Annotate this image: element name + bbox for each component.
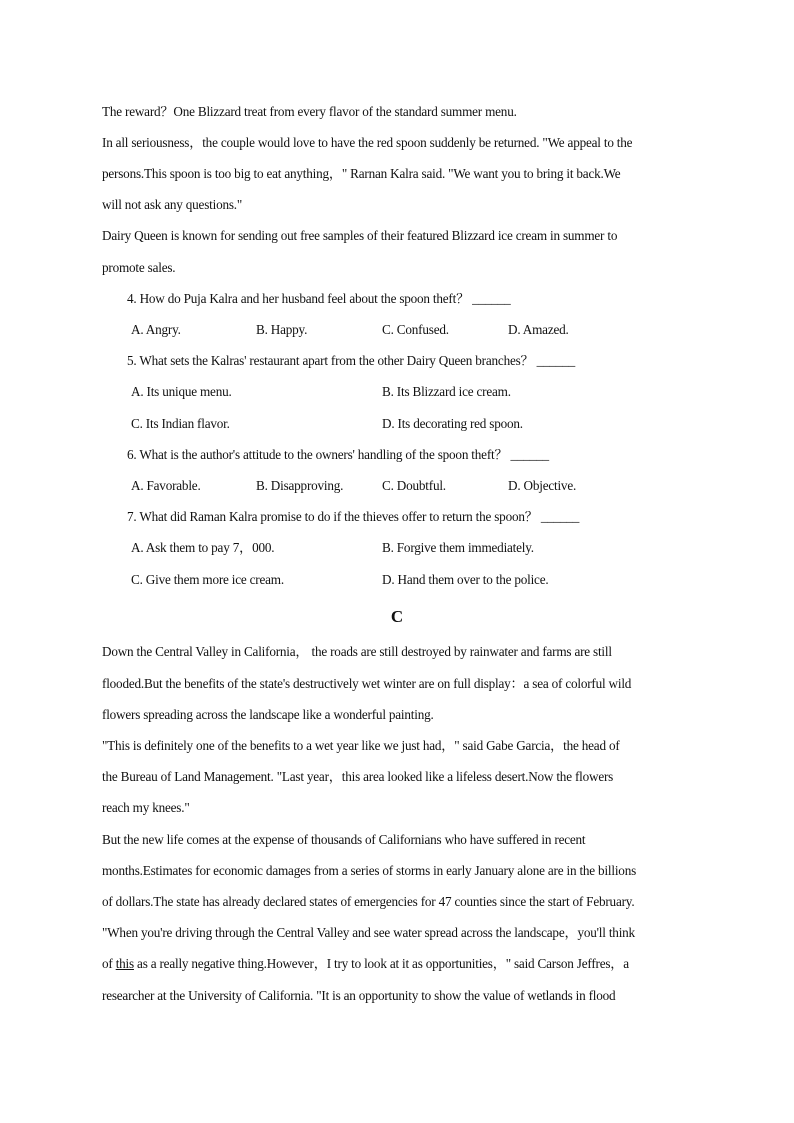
question-4-option-c: C. Confused. — [382, 322, 449, 337]
section-c-heading: C — [390, 607, 404, 626]
passage-line: persons.This spoon is too big to eat anything，" Rarnan Kalra said. "We want you to bring it back.We — [102, 166, 621, 181]
passage-line: "When you're driving through the Central Valley and see water spread across the landscape，you'll think — [102, 925, 635, 940]
question-4-option-d: D. Amazed. — [508, 322, 569, 337]
passage-line: months.Estimates for economic damages from a series of storms in early January alone are in the billions — [102, 863, 637, 878]
question-5-option-a: A. Its unique menu. — [131, 384, 232, 399]
question-7-option-b: B. Forgive them immediately. — [382, 540, 534, 555]
question-4-option-b: B. Happy. — [256, 322, 308, 337]
question-5-option-d: D. Its decorating red spoon. — [382, 416, 523, 431]
question-7-stem: 7. What did Raman Kalra promise to do if the thieves offer to return the spoon？ ______ — [127, 509, 580, 524]
passage-line: flooded.But the benefits of the state's destructively wet winter are on full display：a sea of colorful wild — [102, 676, 632, 691]
passage-line: Dairy Queen is known for sending out free samples of their featured Blizzard ice cream in summer to — [102, 228, 618, 243]
question-7-option-d: D. Hand them over to the police. — [382, 572, 549, 587]
passage-line: The reward？One Blizzard treat from every flavor of the standard summer menu. — [102, 104, 517, 119]
passage-line: In all seriousness，the couple would love to have the red spoon suddenly be returned. "We appeal to the — [102, 135, 633, 150]
passage-line: of dollars.The state has already declared states of emergencies for 47 counties since the start of February. — [102, 894, 635, 909]
underlined-word-this: this — [115, 956, 134, 971]
question-5-option-b: B. Its Blizzard ice cream. — [382, 384, 511, 399]
line-text-after: as a really negative thing.However，I try to look at it as opportunities，" said Carson Jeffres，a — [133, 956, 629, 971]
question-6-option-a: A. Favorable. — [131, 478, 201, 493]
passage-line: flowers spreading across the landscape like a wonderful painting. — [102, 707, 434, 722]
question-4-stem: 4. How do Puja Kalra and her husband feel about the spoon theft？ ______ — [127, 291, 511, 306]
question-6-option-c: C. Doubtful. — [382, 478, 446, 493]
passage-line: But the new life comes at the expense of thousands of Californians who have suffered in recent — [102, 832, 586, 847]
question-5-option-c: C. Its Indian flavor. — [131, 416, 230, 431]
question-6-stem: 6. What is the author's attitude to the owners' handling of the spoon theft？ ______ — [127, 447, 549, 462]
line-text-before: of — [102, 956, 116, 971]
question-7-option-c: C. Give them more ice cream. — [131, 572, 284, 587]
question-6-option-d: D. Objective. — [508, 478, 577, 493]
passage-line: reach my knees." — [102, 800, 190, 815]
question-6-option-b: B. Disapproving. — [256, 478, 344, 493]
passage-line-with-underline — [102, 956, 702, 972]
passage-line: will not ask any questions." — [102, 197, 243, 212]
passage-line: the Bureau of Land Management. "Last year，this area looked like a lifeless desert.Now the flowers — [102, 769, 614, 784]
passage-line: promote sales. — [102, 260, 176, 275]
passage-line: "This is definitely one of the benefits to a wet year like we just had，" said Gabe Garcia，the head of — [102, 738, 620, 753]
question-4-option-a: A. Angry. — [131, 322, 181, 337]
question-5-stem: 5. What sets the Kalras' restaurant apart from the other Dairy Queen branches？ ______ — [127, 353, 576, 368]
question-7-option-a: A. Ask them to pay 7，000. — [131, 540, 275, 555]
passage-line: Down the Central Valley in California， the roads are still destroyed by rainwater and farms are still — [102, 644, 612, 659]
passage-line: researcher at the University of California. "It is an opportunity to show the value of wetlands in flood — [102, 988, 616, 1003]
